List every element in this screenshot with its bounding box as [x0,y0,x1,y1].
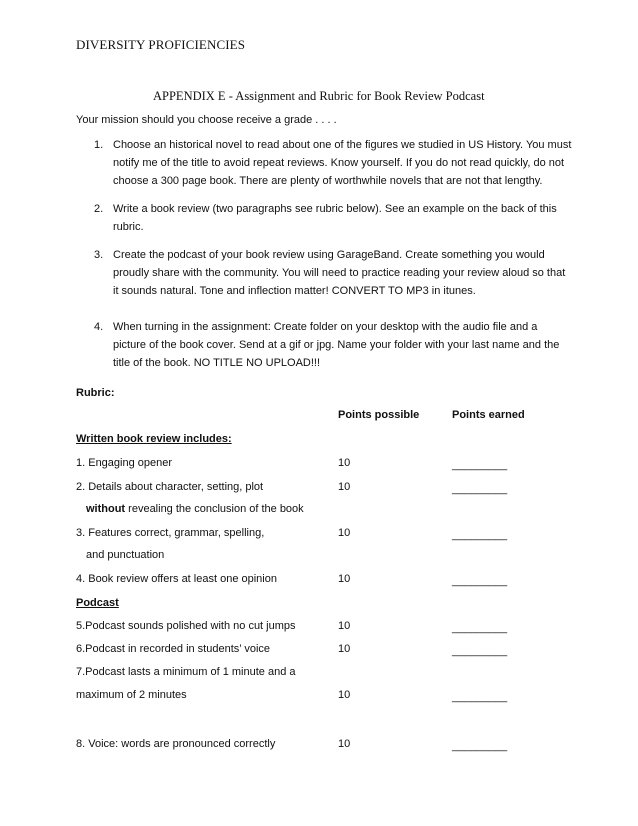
rubric-item-points: 10 [338,738,351,750]
score-blank: _________ [452,459,508,471]
rubric-item-points: 10 [338,481,351,493]
rubric-item-label: 2. Details about character, setting, plot [76,481,264,493]
score-blank: _________ [452,483,508,495]
rubric-item-label: 1. Engaging opener [76,457,173,469]
step-number: 4. [94,321,104,333]
rubric-item-continuation: maximum of 2 minutes [76,689,187,701]
rubric-item-points: 10 [338,527,351,539]
rubric-item-points: 10 [338,689,351,701]
step-number: 2. [94,203,104,215]
score-blank: _________ [452,575,508,587]
intro-text: Your mission should you choose receive a grade . . . . [76,114,337,126]
section-podcast: Podcast [76,597,119,609]
appendix-title: APPENDIX E - Assignment and Rubric for Book Review Podcast [153,89,485,103]
running-head: DIVERSITY PROFICIENCIES [76,37,246,52]
points-possible-header: Points possible [338,409,420,421]
rubric-item-continuation [86,500,304,518]
step-number: 3. [94,249,104,261]
rubric-item-label: 6.Podcast in recorded in students’ voice [76,643,271,655]
score-blank: _________ [452,645,508,657]
emphasis-word: without [86,503,126,515]
step-text: When turning in the assignment: Create folder on your desktop with the audio file and a picture of the book cover. Send at a gif or jpg. Name your folder with your last name and the title of the book. NO TITLE NO UPLOAD!!! [113,321,560,369]
rubric-item-label: 3. Features correct, grammar, spelling, [76,527,265,539]
rubric-item-points: 10 [338,457,351,469]
step-number: 1. [94,139,104,151]
rubric-item-points: 10 [338,643,351,655]
score-blank: _________ [452,691,508,703]
score-blank: _________ [452,529,508,541]
step-text: Create the podcast of your book review using GarageBand. Create something you would proudly share with the community. You will need to practice reading your review aloud so that it sounds natural. Tone and inflection matter! CONVERT TO MP3 in itunes. [113,249,566,297]
rubric-item-continuation: and punctuation [86,549,165,561]
rubric-item-label: 7.Podcast lasts a minimum of 1 minute and a [76,666,296,678]
points-earned-header: Points earned [452,409,525,421]
score-blank: _________ [452,740,508,752]
rubric-item-points: 10 [338,573,351,585]
rubric-heading: Rubric: [76,387,115,399]
continuation-text: revealing the conclusion of the book [125,503,304,515]
rubric-item-points: 10 [338,620,351,632]
section-written-review: Written book review includes: [76,433,232,445]
score-blank: _________ [452,622,508,634]
step-text: Choose an historical novel to read about one of the figures we studied in US History. You must notify me of the title to avoid repeat reviews. Know yourself. If you do not read quickly, do not choose a 300 page book. There are plenty of worthwhile novels that are not that lengthy. [113,139,572,187]
rubric-item-label: 5.Podcast sounds polished with no cut jumps [76,620,296,632]
rubric-item-label: 4. Book review offers at least one opinion [76,573,277,585]
rubric-item-label: 8. Voice: words are pronounced correctly [76,738,276,750]
step-text: Write a book review (two paragraphs see rubric below). See an example on the back of this rubric. [113,203,557,233]
